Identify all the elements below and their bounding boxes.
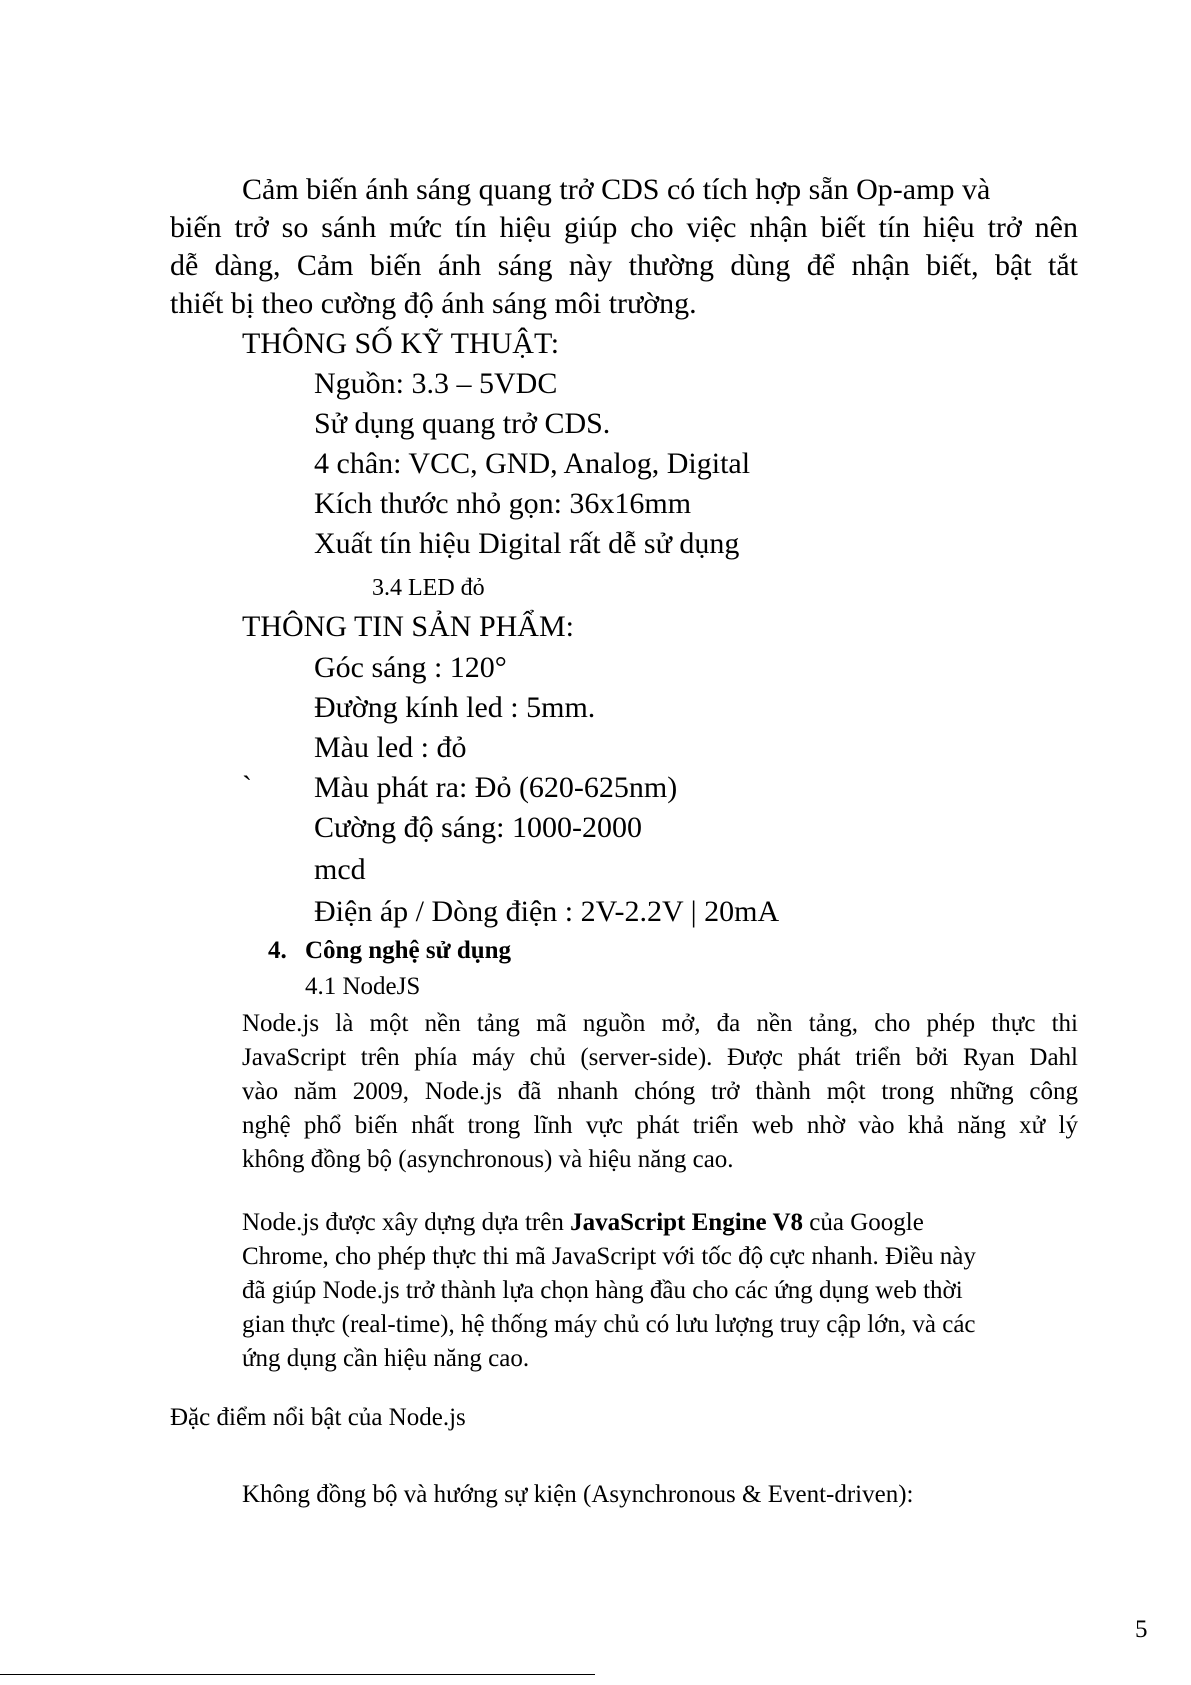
- specs-item: Kích thước nhỏ gọn: 36x16mm: [314, 487, 692, 520]
- specs-item: Xuất tín hiệu Digital rất dễ sử dụng: [314, 527, 740, 560]
- nodejs-para2-line: gian thực (real-time), hệ thống máy chủ có lưu lượng truy cập lớn, và các: [242, 1311, 976, 1338]
- nodejs-para2-line: ứng dụng cần hiệu năng cao.: [242, 1345, 530, 1372]
- nodejs-para2-text: của Google: [803, 1209, 924, 1236]
- section-4-1-title: 4.1 NodeJS: [305, 973, 421, 1000]
- product-item: mcd: [314, 853, 366, 886]
- footer-rule: [0, 1674, 595, 1675]
- specs-item: Sử dụng quang trở CDS.: [314, 407, 611, 440]
- intro-line-1: Cảm biến ánh sáng quang trở CDS có tích hợp sẵn Op-amp và: [242, 173, 991, 206]
- section-4-title: Công nghệ sử dụng: [305, 937, 512, 964]
- nodejs-para2-text: Node.js được xây dựng dựa trên: [242, 1209, 571, 1236]
- nodejs-para1-line: vào năm 2009, Node.js đã nhanh chóng trở thành một trong những công: [242, 1078, 1078, 1105]
- intro-line-4: thiết bị theo cường độ ánh sáng môi trường.: [170, 287, 697, 320]
- nodejs-para2-line-1: [242, 1207, 924, 1239]
- page-number: 5: [1135, 1616, 1148, 1643]
- stray-mark: `: [242, 770, 252, 803]
- nodejs-para1-line: nghệ phổ biến nhất trong lĩnh vực phát triển web nhờ vào khả năng xử lý: [242, 1112, 1078, 1139]
- product-heading: THÔNG TIN SẢN PHẨM:: [242, 610, 574, 643]
- intro-line-3: dễ dàng, Cảm biến ánh sáng này thường dùng để nhận biết, bật tắt: [170, 249, 1078, 282]
- nodejs-para1-line: Node.js là một nền tảng mã nguồn mở, đa nền tảng, cho phép thực thi: [242, 1010, 1078, 1037]
- nodejs-para1-line: JavaScript trên phía máy chủ (server-side). Được phát triển bởi Ryan Dahl: [242, 1044, 1078, 1071]
- product-item: Màu phát ra: Đỏ (620-625nm): [314, 771, 678, 804]
- nodejs-para2-line: đã giúp Node.js trở thành lựa chọn hàng đầu cho các ứng dụng web thời: [242, 1277, 963, 1304]
- nodejs-para1-line: không đồng bộ (asynchronous) và hiệu năng cao.: [242, 1146, 734, 1173]
- specs-item: 4 chân: VCC, GND, Analog, Digital: [314, 447, 751, 480]
- product-item: Cường độ sáng: 1000-2000: [314, 811, 642, 844]
- features-item: Không đồng bộ và hướng sự kiện (Asynchronous & Event-driven):: [242, 1481, 914, 1508]
- specs-item: Nguồn: 3.3 – 5VDC: [314, 367, 558, 400]
- product-item: Điện áp / Dòng điện : 2V-2.2V | 20mA: [314, 895, 780, 928]
- section-3-4-title: 3.4 LED đỏ: [372, 575, 485, 601]
- product-item: Màu led : đỏ: [314, 731, 467, 764]
- product-item: Góc sáng : 120°: [314, 651, 507, 684]
- intro-line-2: biến trở so sánh mức tín hiệu giúp cho việc nhận biết tín hiệu trở nên: [170, 211, 1078, 244]
- nodejs-para2-line: Chrome, cho phép thực thi mã JavaScript với tốc độ cực nhanh. Điều này: [242, 1243, 976, 1270]
- product-item: Đường kính led : 5mm.: [314, 691, 596, 724]
- v8-engine-bold: JavaScript Engine V8: [570, 1209, 804, 1236]
- specs-heading: THÔNG SỐ KỸ THUẬT:: [242, 327, 560, 360]
- section-4-number: 4.: [268, 937, 287, 964]
- features-heading: Đặc điểm nổi bật của Node.js: [170, 1404, 466, 1431]
